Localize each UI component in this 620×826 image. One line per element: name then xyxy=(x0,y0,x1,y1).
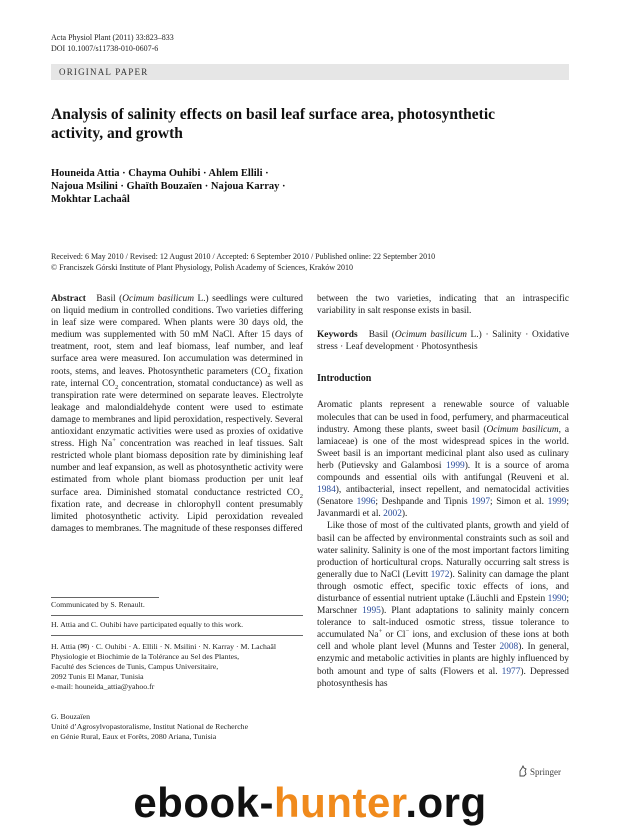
affiliation-line: Faculté des Sciences de Tunis, Campus Universitaire, xyxy=(51,662,219,671)
copyright: © Franciszek Górski Institute of Plant Physiology, Polish Academy of Sciences, Kraków 2010 xyxy=(51,262,353,272)
right-column xyxy=(317,293,569,690)
communicated-by: Communicated by S. Renault. xyxy=(51,600,145,609)
citation-link[interactable]: 1999 xyxy=(547,497,567,508)
citation-link[interactable]: 1995 xyxy=(362,606,381,617)
affiliation-1 xyxy=(51,642,303,692)
citation-link[interactable]: 2008 xyxy=(499,642,519,653)
citation-link[interactable]: 1984 xyxy=(317,485,336,496)
author-list xyxy=(51,167,521,206)
publication-history xyxy=(51,252,571,273)
affiliation-line: Physiologie et Biochimie de la Tolérance au Sel des Plantes, xyxy=(51,652,240,661)
paper-title: Analysis of salinity effects on basil leaf surface area, photosynthetic activity, and growth xyxy=(51,106,496,142)
introduction-heading: Introduction xyxy=(317,373,372,385)
affiliation-2 xyxy=(51,712,303,742)
publisher-logo xyxy=(518,765,561,777)
equal-contribution: H. Attia and C. Ouhibi have participated equally to this work. xyxy=(51,620,244,629)
keywords-label: Keywords xyxy=(317,330,358,341)
intro-paragraph-1: Aromatic plants represent a renewable source of valuable molecules that can be used in food, perfumery, and pharmaceutical industry. Among these plants, sweet basil (Ocimum basilicum, a lamiaceae) is one of the most widespread spices in the world. Sweet basil is an important medicinal plant also used as culinary herb (Putievsky and Galambosi 1999). It is a source of aroma compounds and essential oils with antifungal (Reuveni et al. 1984), antibacterial, insect repellent, and nematocidal activities (Senatore 1996; Deshpande and Tipnis 1997; Simon et al. 1999; Javanmardi et al. 2002). xyxy=(317,400,570,520)
abstract xyxy=(51,293,303,535)
abstract-label: Abstract xyxy=(51,294,86,304)
springer-horse-icon xyxy=(518,765,528,777)
citation-link[interactable]: 1972 xyxy=(430,569,450,580)
citation-link[interactable]: 1977 xyxy=(501,666,521,677)
affiliation-authors: H. Attia (✉) · C. Ouhibi · A. Ellili · N. Msilini · N. Karray · M. Lachaâl xyxy=(51,642,277,651)
abstract-text: Abstract Basil (Ocimum basilicum L.) seedlings were cultured on liquid medium in controlled conditions. Two varieties differing in leaf size were compared. When plants were 30 days old, the medium was supplemented with 50 mM NaCl. After 15 days of treatment, root, stem and leaf biomass, leaf number, and leaf surface area were measured. Ion accumulation was determined in roots, stems, and leaves. Photosynthetic parameters ($CO_2$ fixation rate, internal $CO_2$ concentration, stomatal conductance) as well as transpiration rate were determined on separate leaves. Electrolyte leakage and malondialdehyde content were used to estimate damage to membranes and lipid peroxidation, respectively. Several antioxidant enzymatic activities were used as proxies of oxidative stress. High Na+ concentration was reached in leaf tissues. Salt restricted whole plant biomass deposition rate by diminishing leaf number and leaf expansion, as well as photosynthetic activity were estimated from whole plant biomass production per unit leaf surface area. Diminished stomatal conductance restricted $CO_2$ fixation rate, and decrease in chlorophyll content presumably limited photosynthetic activity. Lipid peroxidation revealed damages to membranes. The magnitude of these responses differed xyxy=(51,294,304,534)
publisher-name: Springer xyxy=(530,767,561,777)
citation-link[interactable]: 1990 xyxy=(547,593,567,604)
author-line: Mokhtar Lachaâl xyxy=(51,194,130,205)
abstract-continuation: between the two varieties, indicating that an intraspecific variability in salt response exists in basil. xyxy=(317,294,569,317)
author-line: Houneida Attia · Chayma Ouhibi · Ahlem Ellili · xyxy=(51,168,269,179)
affiliation-authors: G. Bouzaïen xyxy=(51,712,90,721)
author-line: Najoua Msilini · Ghaïth Bouzaïen · Najoua Karray · xyxy=(51,181,286,192)
history-dates: Received: 6 May 2010 / Revised: 12 August 2010 / Accepted: 6 September 2010 / Published online: 22 September 2010 xyxy=(51,252,436,261)
citation-link[interactable]: 1996 xyxy=(356,497,376,508)
citation-link[interactable]: 2002 xyxy=(383,509,402,520)
citation-link[interactable]: 1999 xyxy=(445,460,465,471)
affiliation-line: 2092 Tunis El Manar, Tunisia xyxy=(51,672,144,681)
journal-citation: Acta Physiol Plant (2011) 33:823–833 xyxy=(51,33,174,42)
affiliation-line: Unité d’Agrosylvopastoralisme, Institut National de Recherche xyxy=(51,722,249,731)
corresponding-email[interactable]: e-mail: houneida_attia@yahoo.fr xyxy=(51,682,155,691)
section-label: ORIGINAL PAPER xyxy=(51,64,569,80)
intro-paragraph-2: Like those of most of the cultivated plants, growth and yield of basil can be affected by environmental constraints such as soil and water salinity. Salinity is one of the most important factors limiting production of horticultural crops. Naturally occurring salt stress is generally due to NaCl (Levitt 1972). Salinity can damage the plant through osmotic effect, specific toxic effects of ions, and disturbance of essential nutrient uptake (Läuchli and Epstein 1990; Marschner 1995). Plant adaptations to salinity mainly concern tolerance to salt-induced osmotic stress, tissue tolerance to accumulated Na+ or Cl− ions, and exclusion of these ions at both cell and whole plant level (Munns and Tester 2008). In general, enzymic and metabolic activities in plants are highly influenced by both amount and type of salts (Flowers et al. 1977). Depressed photosynthesis has xyxy=(317,521,569,689)
footnote-divider xyxy=(51,597,159,598)
doi[interactable]: DOI 10.1007/s11738-010-0607-6 xyxy=(51,44,159,53)
watermark: ebook-hunter.org xyxy=(133,779,487,826)
affiliation-line: en Génie Rural, Eaux et Forêts, 2080 Ariana, Tunisia xyxy=(51,732,217,741)
footnote-divider xyxy=(51,615,303,616)
footnote-divider xyxy=(51,635,303,636)
keywords: Keywords Basil (Ocimum basilicum L.) · Salinity · Oxidative stress · Leaf development · Photosynthesis xyxy=(317,330,569,353)
citation-link[interactable]: 1997 xyxy=(471,497,491,508)
